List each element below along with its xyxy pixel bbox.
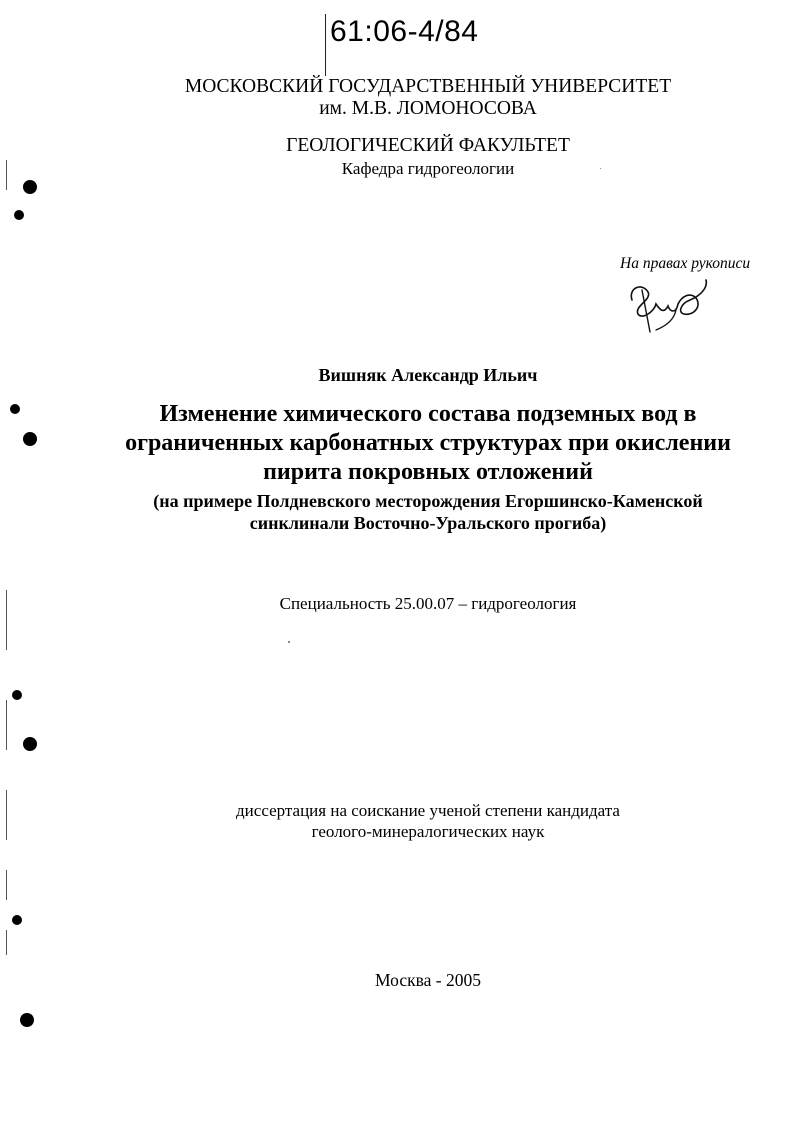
university-name: МОСКОВСКИЙ ГОСУДАРСТВЕННЫЙ УНИВЕРСИТЕТ [184,76,672,97]
punch-hole [23,737,37,751]
title-line: пирита покровных отложений [263,459,593,485]
author-name: Вишняк Александр Ильич [318,365,538,385]
catalog-code: 61:06-4/84 [330,15,479,48]
degree-line: диссертация на соискание ученой степени кандидата [236,801,620,820]
specialty: Специальность 25.00.07 – гидрогеология [279,594,577,613]
punch-hole [23,180,37,194]
department-name: Кафедра гидрогеологии [341,159,515,178]
catalog-mark-bar [325,14,326,76]
punch-hole [10,404,20,414]
city-year: Москва - 2005 [375,970,481,990]
edge-scan-mark [6,590,7,650]
title-line: ограниченных карбонатных структурах при окислении [125,430,731,456]
edge-scan-mark [6,930,7,955]
degree-line: геолого-минералогических наук [311,822,545,841]
dissertation-title [30,400,796,487]
dissertation-subtitle [30,490,796,534]
title-line: Изменение химического состава подземных вод в [159,401,697,427]
manuscript-rights-note: На правах рукописи [620,255,751,272]
punch-hole [23,432,37,446]
subtitle-line: (на примере Полдневского месторождения Егоршинско-Каменской [153,491,703,511]
edge-scan-mark [6,700,7,750]
faculty-name: ГЕОЛОГИЧЕСКИЙ ФАКУЛЬТЕТ [286,135,570,156]
punch-hole [12,915,22,925]
edge-scan-mark [6,160,7,190]
edge-scan-mark [6,870,7,900]
punch-hole [20,1013,34,1027]
edge-scan-mark [6,790,7,840]
punch-hole [14,210,24,220]
degree-statement [30,800,796,842]
scan-speck [288,641,290,643]
punch-hole [12,690,22,700]
scan-speck [600,168,601,169]
handwritten-signature [620,270,730,340]
university-named-after: им. М.В. ЛОМОНОСОВА [319,98,537,119]
subtitle-line: синклинали Восточно-Уральского прогиба) [249,513,607,533]
